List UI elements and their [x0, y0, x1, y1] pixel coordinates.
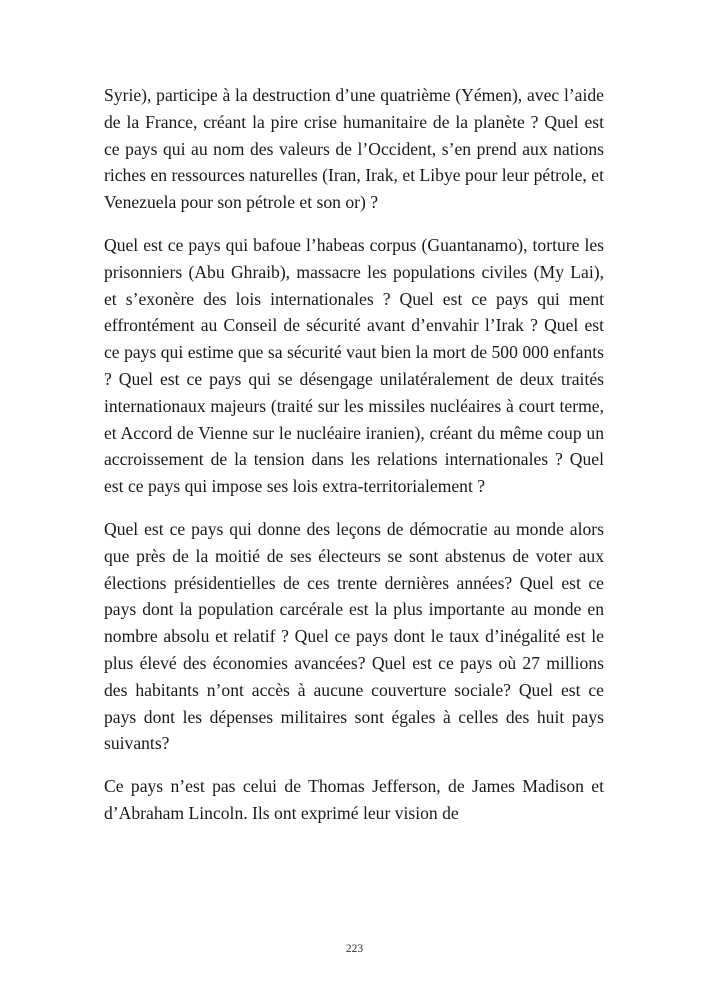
- paragraph-3: Quel est ce pays qui donne des leçons de démocratie au monde alors que près de la moitié de ses électeurs se sont abstenus de voter aux élections présidentielles de ces trente dernières années? Quel est ce pays dont la population carcérale est la plus importante au monde en nombre absolu et relatif ? Quel ce pays dont le taux d’inégalité est le plus élevé des économies avancées? Quel est ce pays où 27 millions des habitants n’ont accès à aucune couverture sociale? Quel est ce pays dont les dépenses militaires sont égales à celles des huit pays suivants?: [104, 518, 604, 754]
- body-text: [104, 82, 604, 843]
- paragraph-4: Ce pays n’est pas celui de Thomas Jefferson, de James Madison et d’Abraham Lincoln. Ils ont exprimé leur vision de: [104, 776, 604, 823]
- page-number: 223: [345, 943, 364, 955]
- paragraph-2: Quel est ce pays qui bafoue l’habeas corpus (Guantanamo), torture les prisonniers (Abu Ghraib), massacre les populations civiles (My Lai), et s’exonère des lois internationales ? Quel est ce pays qui ment effrontément au Conseil de sécurité avant d’envahir l’Irak ? Quel est ce pays qui estime que sa sécurité vaut bien la mort de 500 000 enfants ? Quel est ce pays qui se désengage unilatéralement de deux traités internationaux majeurs (traité sur les missiles nucléaires à court terme, et Accord de Vienne sur le nucléaire iranien), créant du même coup un accroissement de la tension dans les relations internationales ? Quel est ce pays qui impose ses lois extra-territorialement ?: [104, 234, 604, 497]
- paragraph-1: Syrie), participe à la destruction d’une quatrième (Yémen), avec l’aide de la France, créant la pire crise humanitaire de la planète ? Quel est ce pays qui au nom des valeurs de l’Occident, s’en prend aux nations riches en ressources naturelles (Iran, Irak, et Libye pour leur pétrole, et Venezuela pour son pétrole et son or) ?: [104, 85, 604, 213]
